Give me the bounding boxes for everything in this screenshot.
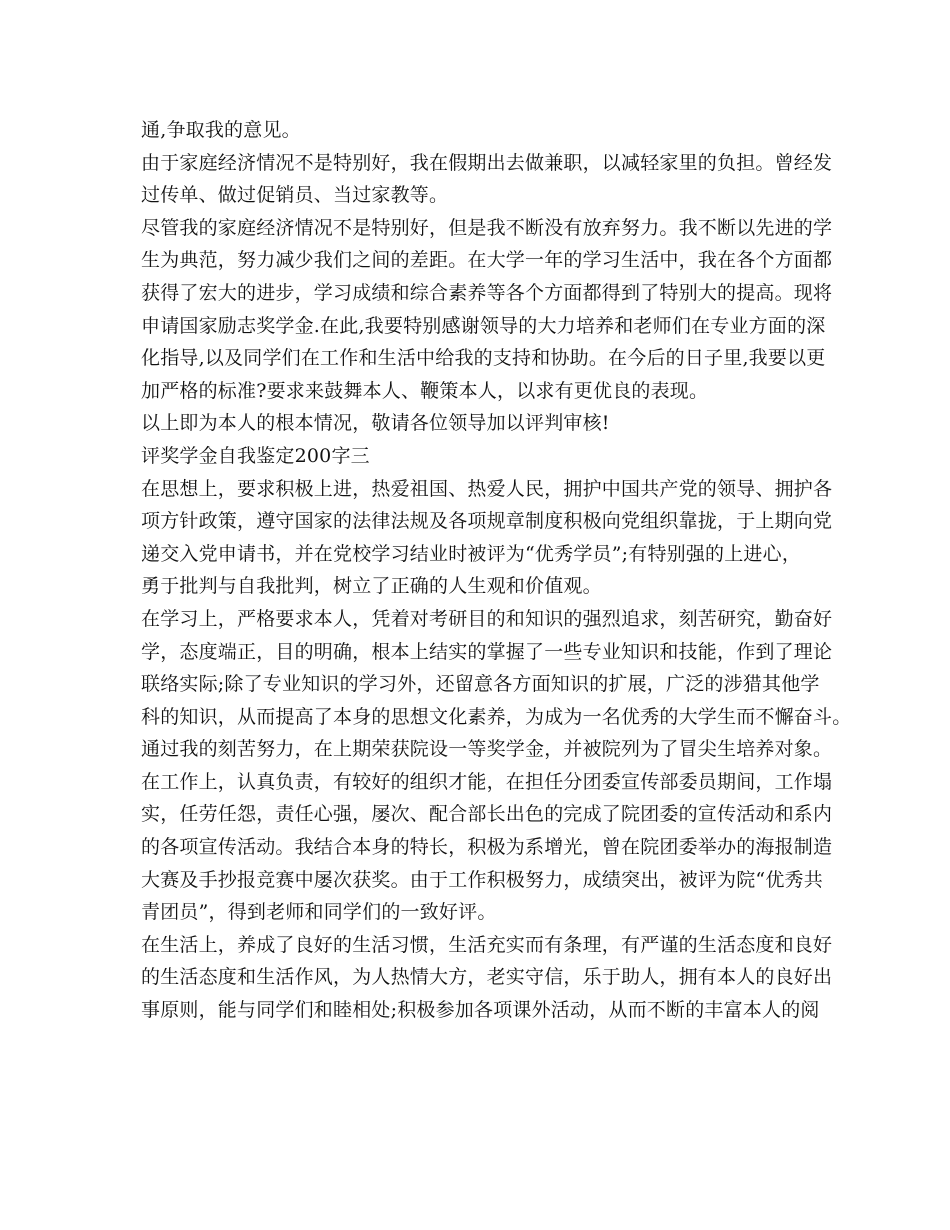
text-line: 学，态度端正，目的明确，根本上结实的掌握了一些专业知识和技能，作到了理论 bbox=[141, 640, 833, 663]
text-line: 的生活态度和生活作风，为人热情大方，老实守信，乐于助人，拥有本人的良好出 bbox=[141, 966, 833, 989]
text-line: 在思想上，要求积极上进，热爱祖国、热爱人民，拥护中国共产党的领导、拥护各 bbox=[141, 477, 833, 500]
text-line: 科的知识，从而提高了本身的思想文化素养，为成为一名优秀的大学生而不懈奋斗。 bbox=[141, 705, 852, 728]
text-line: 联络实际;除了专业知识的学习外，还留意各方面知识的扩展，广泛的涉猎其他学 bbox=[141, 673, 820, 696]
section-heading: 评奖学金自我鉴定200字三 bbox=[141, 444, 370, 467]
text-line: 大赛及手抄报竞赛中屡次获奖。由于工作积极努力，成绩突出，被评为院“优秀共 bbox=[141, 868, 823, 891]
text-line: 在生活上，养成了良好的生活习惯，生活充实而有条理，有严谨的生活态度和良好 bbox=[141, 933, 833, 956]
text-line: 项方针政策，遵守国家的法律法规及各项规章制度积极向党组织靠拢，于上期向党 bbox=[141, 510, 833, 533]
text-line: 的各项宣传活动。我结合本身的特长，积极为系增光，曾在院团委举办的海报制造 bbox=[141, 836, 833, 859]
text-line: 过传单、做过促销员、当过家教等。 bbox=[141, 184, 449, 207]
text-line: 加严格的标准?要求来鼓舞本人、鞭策本人，以求有更优良的表现。 bbox=[141, 379, 709, 402]
text-line: 勇于批判与自我批判，树立了正确的人生观和价值观。 bbox=[141, 575, 602, 598]
text-line: 通过我的刻苦努力，在上期荣获院设一等奖学金，并被院列为了冒尖生培养对象。 bbox=[141, 738, 833, 761]
text-line: 通,争取我的意见。 bbox=[141, 119, 301, 141]
text-line: 获得了宏大的进步，学习成绩和综合素养等各个方面都得到了特别大的提高。现将 bbox=[141, 281, 833, 304]
text-line: 生为典范，努力减少我们之间的差距。在大学一年的学习生活中，我在各个方面都 bbox=[141, 249, 833, 272]
text-line: 由于家庭经济情况不是特别好，我在假期出去做兼职，以减轻家里的负担。曾经发 bbox=[141, 151, 833, 174]
text-line: 申请国家励志奖学金.在此,我要特别感谢领导的大力培养和老师们在专业方面的深 bbox=[141, 314, 826, 337]
document-body bbox=[141, 114, 852, 1027]
text-line: 实，任劳任怨，责任心强，屡次、配合部长出色的完成了院团委的宣传活动和系内 bbox=[141, 803, 833, 826]
text-line: 以上即为本人的根本情况，敬请各位领导加以评判审核! bbox=[141, 412, 610, 435]
text-line: 尽管我的家庭经济情况不是特别好，但是我不断没有放弃努力。我不断以先进的学 bbox=[141, 216, 833, 239]
text-line: 化指导,以及同学们在工作和生活中给我的支持和协助。在今后的日子里,我要以更 bbox=[141, 347, 826, 370]
text-line: 事原则，能与同学们和睦相处;积极参加各项课外活动，从而不断的丰富本人的阅 bbox=[141, 999, 820, 1022]
text-line: 在学习上，严格要求本人，凭着对考研目的和知识的强烈追求，刻苦研究，勤奋好 bbox=[141, 607, 833, 630]
text-line: 递交入党申请书，并在党校学习结业时被评为“优秀学员”;有特别强的上进心， bbox=[141, 542, 802, 565]
text-line: 青团员”，得到老师和同学们的一致好评。 bbox=[141, 901, 497, 924]
text-line: 在工作上，认真负责，有较好的组织才能，在担任分团委宣传部委员期间，工作塌 bbox=[141, 770, 833, 793]
